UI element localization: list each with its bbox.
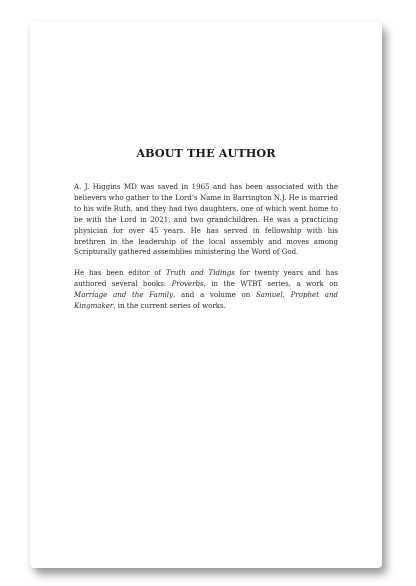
paragraph-bio: A. J. Higgins MD was saved in 1965 and has been associated with the believers who gather to the Lord’s Name in Barrington N.J. He is married to his wife Ruth, and they had two daughters, one of which went home to be with the Lord in 2021, and two grandchildren. He was a practicing physician for over 45 years. He has served in fellowship with his brethren in the leadership of the local assembly and moves among Scripturally gathered assemblies ministering the Word of God. <box>74 182 338 257</box>
book-title: Marriage and the Family <box>74 290 174 300</box>
text-segment: , in the current series of works. <box>113 301 226 311</box>
book-page <box>30 22 382 568</box>
text-segment: , in the WTBT series, a work on <box>203 279 338 289</box>
book-title: Proverbs <box>171 279 204 289</box>
text-segment: , and a volume on <box>173 290 256 300</box>
book-title: Samuel, Prophet and Kingmaker <box>74 290 338 311</box>
text-segment: He has been editor of <box>74 268 166 278</box>
paragraph-works <box>74 268 338 312</box>
book-title: Truth and Tidings <box>165 268 235 278</box>
page-heading: ABOUT THE AUTHOR <box>136 146 276 160</box>
text-segment: for twenty years and has authored several books: <box>74 268 339 289</box>
body-text <box>74 182 338 322</box>
